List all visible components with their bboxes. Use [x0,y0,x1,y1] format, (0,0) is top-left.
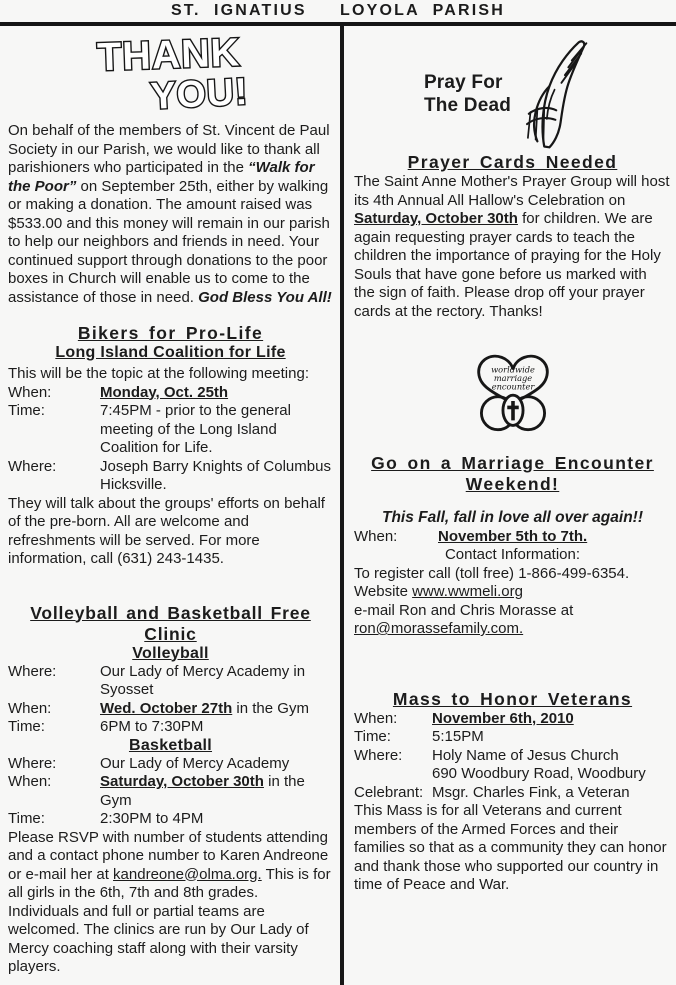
where-label: Where: [8,662,57,680]
svdp-text-pre: On behalf of the members of St. Vincent de Paul Society in our Parish, we would like to thank all parishioners who participated in the [8,122,330,176]
volleyball-where-row [8,663,333,700]
svdp-text-mid: on September 25th, either by walking or making a donation. The amount raised was $533.00 and this money will remain in our parish to help our neighbors and friends in need. Your continued support through donations to the poor boxes in Church will enable us to come to the assistance of those in need. [8,177,330,306]
logo-word-worldwide: worldwide [490,364,535,375]
email-link-line [354,620,671,639]
bikers-pro-life-section [8,323,333,569]
kandreone-email-link[interactable]: kandreone@olma.org. [113,865,262,883]
when-label: When: [354,527,398,545]
morasse-email-link[interactable]: ron@morassefamily.com. [354,620,524,637]
veterans-celebrant-row [354,784,671,803]
bikers-time-row [8,402,333,458]
wwmeli-website-link[interactable]: www.wwmeli.org [412,583,523,600]
praying-hands-icon [515,38,601,150]
celebrant-label: Celebrant: [354,783,424,801]
prayer-cards-title: Prayer Cards Needed [407,152,618,172]
where-label: Where: [8,457,57,475]
page-title: ST. IGNATIUS LOYOLA PARISH [0,0,676,26]
bikers-outro: They will talk about the groups' efforts on behalf of the pre-born. All are welcome and refreshments will be served. For more information, call (631) 243-1435. [8,494,325,567]
time-label: Time: [354,728,391,745]
volleyball-when-suffix: in the Gym [232,699,309,717]
pray-caption-line1: Pray For [423,72,503,93]
basketball-where-row [8,755,333,774]
thank-you-graphic [8,33,333,119]
basketball-where-value: Our Lady of Mercy Academy [100,754,290,772]
god-bless-phrase: God Bless You All! [198,288,332,306]
when-label: When: [8,383,52,401]
when-label: When: [354,709,398,727]
svdp-thank-you-paragraph [8,122,333,307]
rsvp-text-post: This is for all girls in the 6th, 7th and 8th grades. Individuals and full or partial teams are welcomed. The clinics are run by Our Lady of Mercy coaching staff along with their varsity players. [8,865,331,975]
pray-caption-line2: The Dead [423,95,512,116]
email-intro-line: e-mail Ron and Chris Morasse at [354,601,574,619]
right-column [344,26,676,985]
bikers-title: Bikers for Pro-Life [77,323,264,343]
prayer-cards-paragraph [354,173,671,321]
thank-you-word1: THANK [96,33,241,80]
register-line: To register call (toll free) 1-866-499-6354. [354,564,630,582]
marriage-title-line1: Go on a Marriage Encounter [371,453,654,473]
marriage-when-value: November 5th to 7th. [438,527,588,545]
basketball-time-row [8,810,333,829]
marriage-encounter-icon [452,339,574,440]
thank-you-word2: YOU! [149,69,249,114]
volleyball-heading: Volleyball [132,644,209,662]
veterans-where-row [354,747,671,784]
basketball-time-value: 2:30PM to 4PM [100,810,204,827]
when-label: When: [8,699,52,717]
time-label: Time: [8,810,45,827]
thank-you-icon [63,33,279,114]
volleyball-time-row [8,718,333,737]
bikers-when-row [8,384,333,403]
free-clinic-section [8,603,333,977]
basketball-heading: Basketball [128,736,213,754]
prayer-cards-pre: The Saint Anne Mother's Prayer Group will host its 4th Annual All Hallow's Celebration on [354,173,670,209]
two-column-layout [0,26,676,985]
when-label: When: [8,773,52,790]
basketball-when-value [100,773,333,810]
bikers-where-row [8,458,333,495]
veterans-when-row [354,710,671,729]
marriage-encounter-section [354,339,671,639]
prayer-cards-section [354,152,671,321]
bikers-subtitle: Long Island Coalition for Life [55,344,286,361]
contact-information-header: Contact Information: [444,546,581,563]
veterans-title: Mass to Honor Veterans [392,688,633,709]
bikers-intro: This will be the topic at the following meeting: [8,365,309,382]
clinic-title: Volleyball and Basketball Free Clinic [30,602,311,644]
where-label: Where: [8,754,57,772]
marriage-when-row [354,528,671,547]
veterans-time-value: 5:15PM [432,728,484,745]
veterans-where-value [432,747,671,784]
prayer-cards-post: for children. We are again requesting prayer cards to teach the children the importance of praying for the Holy Souls that have gone before us marked with the sign of faith. Please drop off your prayer cards at the rectory. Thanks! [354,210,661,320]
left-column [0,26,340,985]
rsvp-text-pre: Please RSVP with number of students attending and a contact phone number to Karen Andreone or e-mail her at [8,828,329,883]
volleyball-when-value [100,700,333,719]
basketball-when-row [8,773,333,810]
marriage-title-line2: Weekend! [465,474,560,494]
volleyball-when-date: Wed. October 27th [100,699,233,717]
bikers-time-value: 7:45PM - prior to the general meeting of the Long Island Coalition for Life. [100,402,291,456]
marriage-tagline: This Fall, fall in love all over again!! [382,509,643,526]
time-label: Time: [8,402,45,419]
bikers-when-value: Monday, Oct. 25th [100,383,229,401]
veterans-time-row [354,728,671,747]
marriage-encounter-logo [354,339,671,445]
veterans-when-value: November 6th, 2010 [432,709,574,727]
basketball-when-suffix: in the Gym [100,773,305,809]
website-line [354,583,671,602]
website-label: Website [354,583,413,600]
volleyball-where-value: Our Lady of Mercy Academy in Syosset [100,662,306,698]
pray-for-the-dead-graphic [354,38,671,150]
walk-for-the-poor-phrase: “Walk for the Poor” [8,159,315,195]
basketball-when-date: Saturday, October 30th [100,773,264,790]
veterans-celebrant-value: Msgr. Charles Fink, a Veteran [432,783,630,801]
veterans-body: This Mass is for all Veterans and current members of the Armed Forces and their families so that as a community they can honor and thank those who supported our country in time of Peace and War. [354,802,667,893]
volleyball-time-value: 6PM to 7:30PM [100,718,204,735]
logo-word-marriage: marriage [493,372,532,383]
veterans-mass-section [354,689,671,895]
veterans-where-line1: Holy Name of Jesus Church [432,746,619,764]
where-label: Where: [354,746,403,764]
bikers-where-value: Joseph Barry Knights of Columbus Hicksville. [100,457,331,493]
logo-word-encounter: encounter [491,381,534,392]
time-label: Time: [8,718,45,735]
clinic-rsvp-paragraph [8,829,333,977]
pray-for-the-dead-caption [424,71,511,117]
volleyball-when-row [8,700,333,719]
veterans-where-line2: 690 Woodbury Road, Woodbury [432,765,646,782]
prayer-cards-date: Saturday, October 30th [354,210,518,227]
